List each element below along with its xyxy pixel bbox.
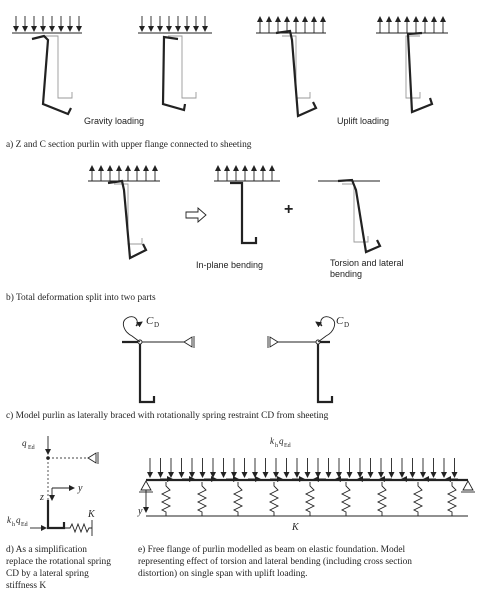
right-support: [461, 481, 475, 492]
down-arrows: [16, 16, 79, 31]
up-arrows: [92, 166, 155, 181]
panel-d-model: [7, 436, 98, 536]
caption-b: b) Total deformation split into two parts: [6, 293, 156, 303]
axis-z-label: z: [40, 492, 44, 503]
foundation-spring: [448, 482, 456, 516]
foundation-spring: [342, 482, 350, 516]
panel-b-total: [88, 166, 160, 258]
load-k-label: k: [270, 436, 274, 446]
panel-c-z-section: [122, 315, 194, 402]
load-ed-sub: Ed: [284, 443, 291, 449]
roller-support: [88, 452, 98, 464]
spring-cd-label: C: [336, 315, 344, 327]
up-arrows: [260, 17, 323, 33]
spring-cd-sub: D: [154, 321, 160, 329]
caption-a: a) Z and C section purlin with upper flange connected to sheeting: [6, 140, 252, 150]
caption-d-line3: CD by a lateral spring: [6, 569, 89, 579]
spring-k-label: K: [88, 509, 95, 520]
foundation-spring: [414, 482, 422, 516]
panel-b-torsion: [318, 180, 380, 252]
foundation-spring: [162, 482, 170, 516]
load-q-sub: Ed: [28, 445, 35, 451]
caption-d-line4: stiffness K: [6, 581, 47, 591]
panel-e-beam: [137, 436, 475, 533]
panel-a-gravity-z: [12, 16, 82, 114]
foundation-spring: [198, 482, 206, 516]
inplane-bending-label: In-plane bending: [196, 260, 264, 270]
foundation-k-label: K: [292, 522, 299, 533]
caption-e-line1: e) Free flange of purlin modelled as beam on elastic foundation. Model: [138, 545, 406, 555]
roller-support: [268, 336, 278, 348]
foundation-spring: [378, 482, 386, 516]
caption-e-line2: representing effect of torsion and lateral bending (including cross section: [138, 557, 412, 567]
distributed-load-arrows: [150, 458, 455, 477]
panel-a-gravity-c: [138, 16, 212, 110]
caption-d-line2: replace the rotational spring: [6, 557, 111, 567]
up-arrows: [218, 166, 272, 181]
load-h-sub: h: [275, 443, 278, 449]
caption-e-line3: distortion) on single span with uplift loading.: [138, 569, 308, 579]
axis-y-label: y: [138, 506, 143, 517]
kh-sub: h: [12, 522, 15, 528]
panel-c-c-section: [268, 315, 349, 402]
elastic-foundation-springs: [162, 482, 456, 516]
uplift-loading-label: Uplift loading: [337, 116, 390, 126]
torsion-label-line2: bending: [330, 269, 363, 279]
rotational-spring: [316, 317, 335, 342]
load-q-label: q: [22, 438, 27, 448]
foundation-spring: [234, 482, 242, 516]
roller-support: [184, 336, 194, 348]
caption-c: c) Model purlin as laterally braced with rotationally spring restraint CD from sheeting: [6, 411, 329, 421]
rotational-spring: [123, 317, 142, 342]
kh-label: k: [7, 515, 11, 525]
panel-b-inplane: [214, 166, 280, 243]
gravity-loading-label: Gravity loading: [84, 116, 145, 126]
up-arrows: [380, 17, 443, 33]
torsion-label-line1: Torsion and lateral: [330, 258, 404, 268]
plus-sign: +: [284, 201, 294, 218]
axis-y-label: y: [78, 483, 83, 494]
spring-cd-label: C: [146, 315, 154, 327]
load-q-label: q: [279, 436, 284, 446]
panel-a-uplift-z: [256, 17, 326, 116]
khq-label: q: [16, 515, 21, 525]
panel-a-uplift-c: [376, 17, 448, 112]
down-arrows: [142, 16, 205, 31]
foundation-spring: [306, 482, 314, 516]
foundation-spring: [270, 482, 278, 516]
spring-cd-sub: D: [344, 321, 350, 329]
caption-d-line1: d) As a simplification: [6, 545, 87, 555]
arrow-to-inplane: [186, 208, 206, 222]
khq-sub: Ed: [21, 522, 28, 528]
